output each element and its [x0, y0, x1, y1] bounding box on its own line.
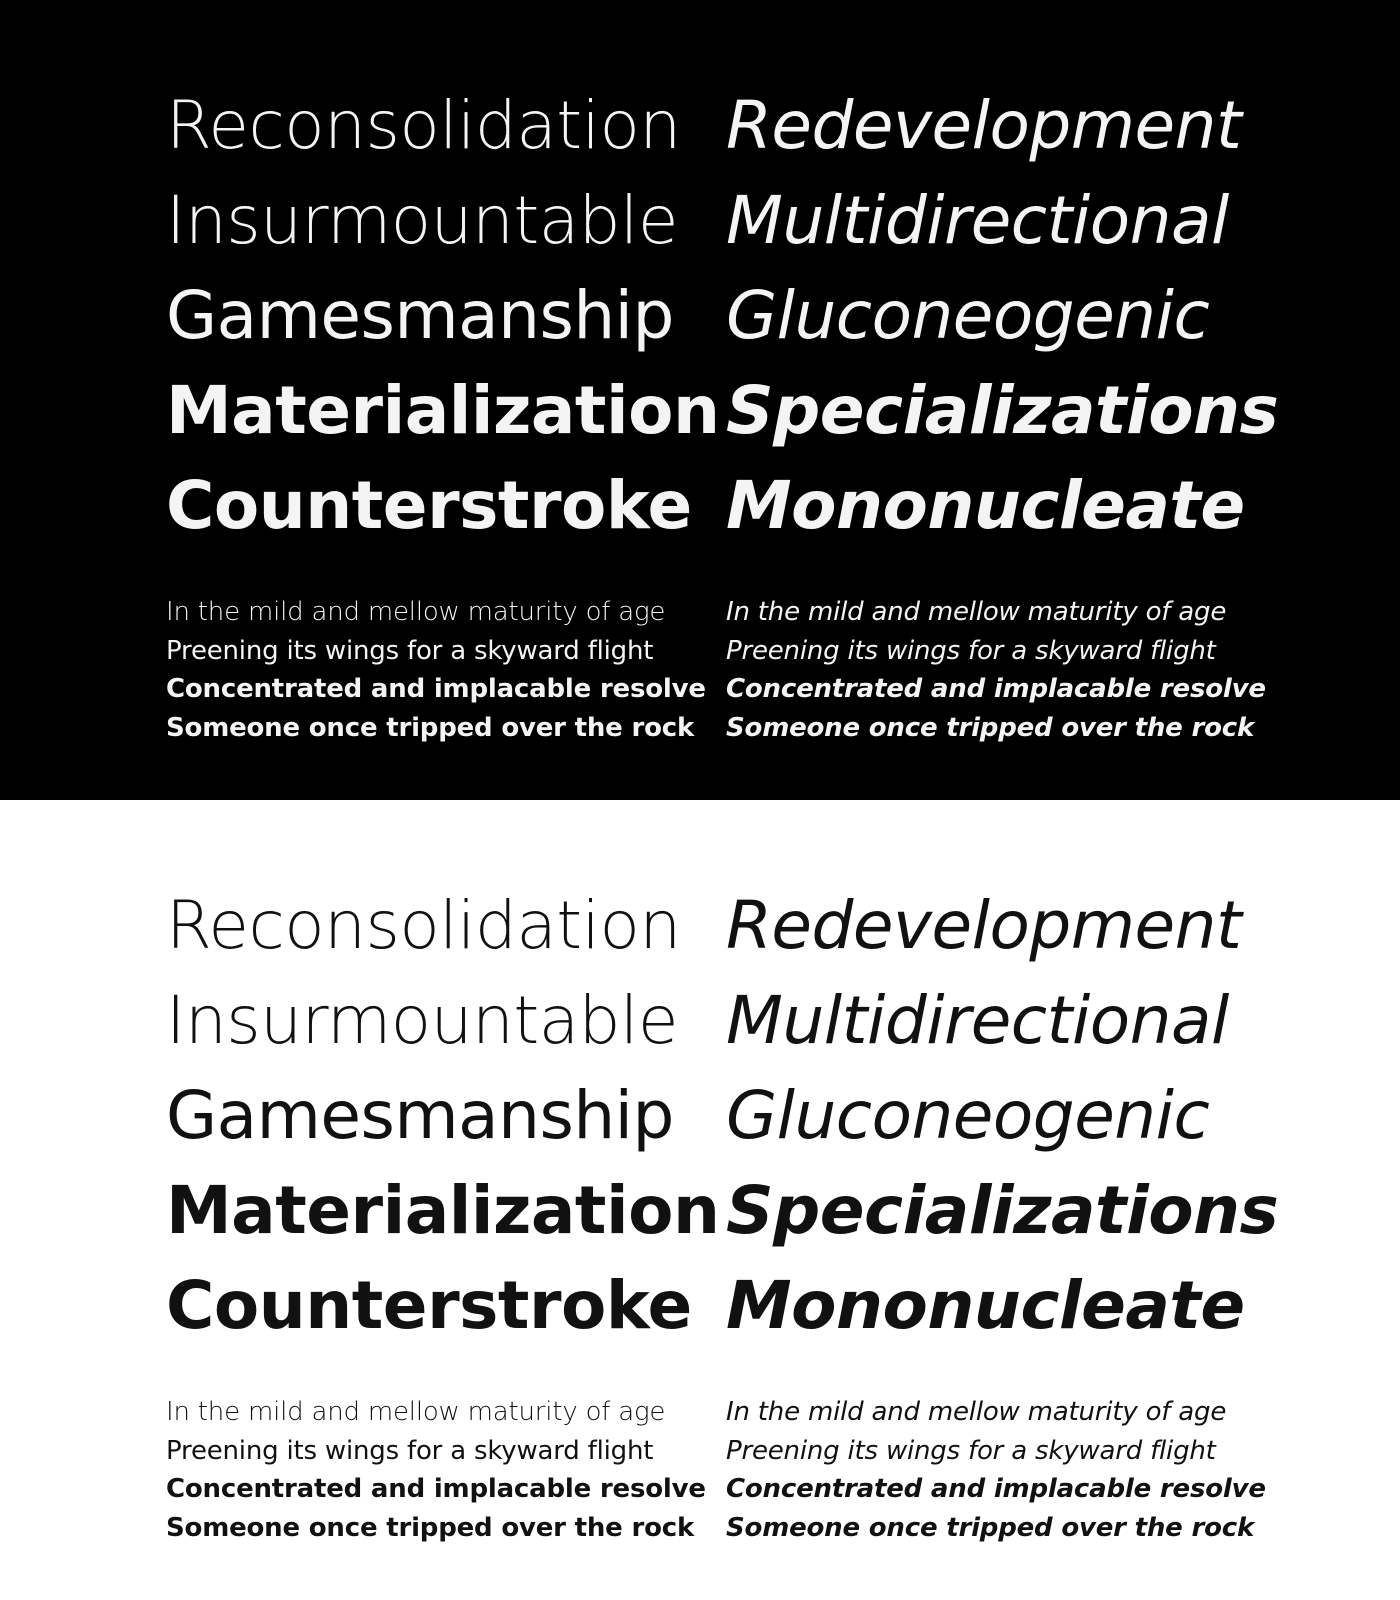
display-word-regular: Gamesmanship	[166, 277, 674, 354]
italic-column	[726, 78, 1286, 747]
display-word-semibold-italic: Specializations	[726, 372, 1279, 449]
display-word-bold-italic: Mononucleate	[726, 1267, 1245, 1344]
display-word-light-italic: Multidirectional	[726, 182, 1229, 259]
display-word-regular-italic: Gluconeogenic	[726, 277, 1210, 354]
display-word-regular: Gamesmanship	[166, 1077, 674, 1154]
text-line-light-italic: In the mild and mellow maturity of age	[726, 597, 1227, 627]
display-word-bold: Counterstroke	[166, 1267, 692, 1344]
text-line-semibold: Concentrated and implacable resolve	[166, 1474, 706, 1504]
text-line-semibold-italic: Concentrated and implacable resolve	[726, 1474, 1266, 1504]
text-sample-block	[166, 1393, 706, 1547]
text-line-bold-italic: Someone once tripped over the rock	[726, 1512, 1255, 1543]
display-word-regular-italic: Gluconeogenic	[726, 1077, 1210, 1154]
italic-column	[726, 878, 1286, 1547]
display-word-light: Insurmountable	[166, 182, 678, 259]
display-word-thin: Reconsolidation	[166, 87, 681, 164]
text-line-bold: Someone once tripped over the rock	[166, 712, 695, 743]
text-sample-block-italic	[726, 593, 1286, 747]
display-word-semibold-italic: Specializations	[726, 1172, 1279, 1249]
roman-column	[166, 78, 720, 747]
text-line-bold: Someone once tripped over the rock	[166, 1512, 695, 1543]
display-word-bold-italic: Mononucleate	[726, 467, 1245, 544]
display-word-semibold: Materialization	[166, 1172, 720, 1249]
text-line-regular: Preening its wings for a skyward flight	[166, 1435, 654, 1466]
display-word-light-italic: Multidirectional	[726, 982, 1229, 1059]
text-line-light: In the mild and mellow maturity of age	[166, 1397, 666, 1427]
text-line-semibold-italic: Concentrated and implacable resolve	[726, 674, 1266, 704]
text-line-regular: Preening its wings for a skyward flight	[166, 635, 654, 666]
text-line-bold-italic: Someone once tripped over the rock	[726, 712, 1255, 743]
display-word-semibold: Materialization	[166, 372, 720, 449]
text-line-regular-italic: Preening its wings for a skyward flight	[726, 635, 1216, 666]
text-line-light-italic: In the mild and mellow maturity of age	[726, 1397, 1227, 1427]
text-sample-block-italic	[726, 1393, 1286, 1547]
display-word-light: Insurmountable	[166, 982, 678, 1059]
display-word-bold: Counterstroke	[166, 467, 692, 544]
text-line-semibold: Concentrated and implacable resolve	[166, 674, 706, 704]
text-sample-block	[166, 593, 706, 747]
display-word-thin-italic: Redevelopment	[726, 887, 1242, 964]
display-word-thin-italic: Redevelopment	[726, 87, 1242, 164]
roman-column	[166, 878, 720, 1547]
light-specimen-panel	[0, 800, 1400, 1600]
text-line-regular-italic: Preening its wings for a skyward flight	[726, 1435, 1216, 1466]
text-line-light: In the mild and mellow maturity of age	[166, 597, 666, 627]
display-word-thin: Reconsolidation	[166, 887, 681, 964]
